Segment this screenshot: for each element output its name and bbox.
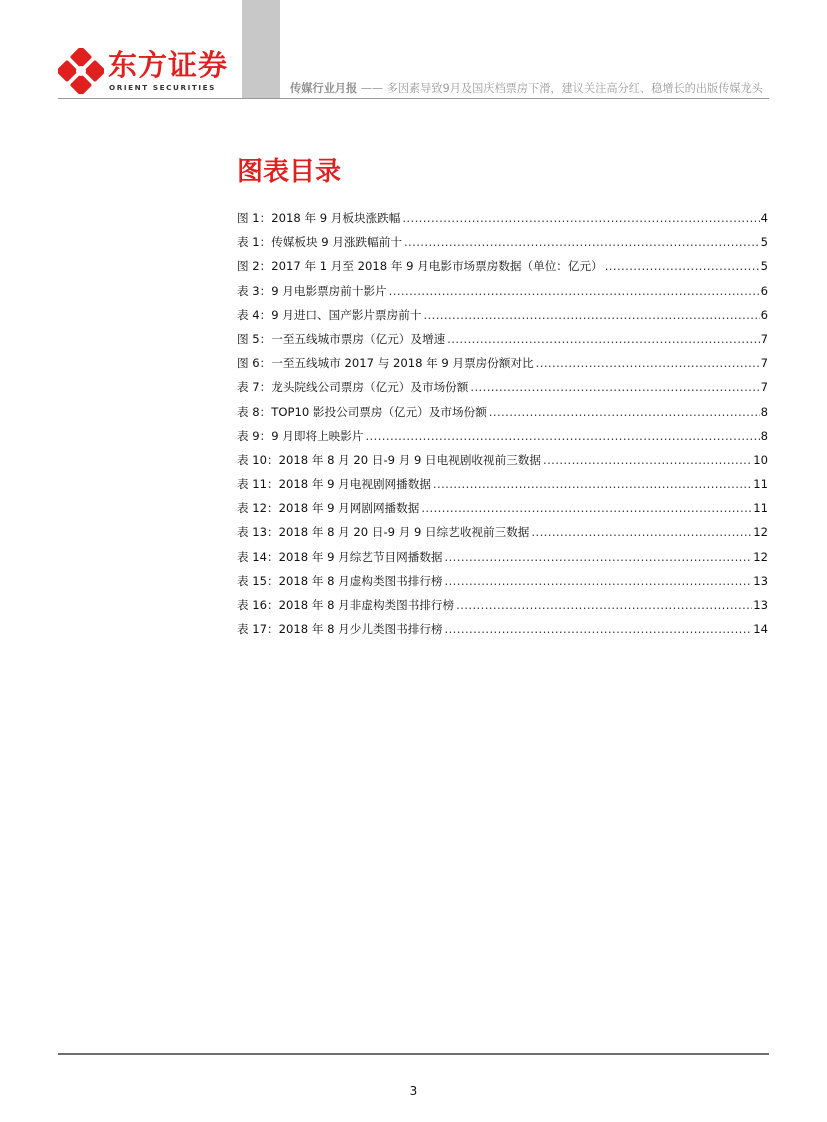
toc-entry-label: 表 10：2018 年 8 月 20 日-9 月 9 日电视剧收视前三数据 — [237, 452, 541, 467]
toc-entry-label: 表 16：2018 年 8 月非虚构类图书排行榜 — [237, 598, 455, 612]
toc-entry-page: 8 — [760, 428, 768, 443]
toc-entry-label: 图 2：2017 年 1 月至 2018 年 9 月电影市场票房数据（单位：亿元） — [237, 259, 603, 274]
toc-entry[interactable] — [237, 331, 768, 355]
toc-entry-page: 13 — [753, 598, 768, 612]
toc-entry-page: 7 — [760, 380, 768, 395]
toc-entry-label: 表 3：9 月电影票房前十影片 — [237, 283, 387, 298]
toc-dot-leader — [456, 598, 752, 612]
toc-dot-leader — [423, 308, 759, 322]
toc-entry[interactable] — [237, 524, 768, 548]
toc-entry[interactable] — [237, 549, 768, 573]
toc-entry-page: 4 — [760, 211, 768, 225]
toc-entry-page: 12 — [753, 549, 768, 564]
toc-entry-label: 图 6：一至五线城市 2017 与 2018 年 9 月票房份额对比 — [237, 356, 534, 371]
toc-dot-leader — [536, 356, 760, 370]
toc-entry-page: 14 — [753, 622, 768, 637]
header-divider — [58, 98, 769, 99]
toc-dot-leader — [489, 405, 760, 419]
toc-dot-leader — [445, 622, 753, 636]
toc-entry-page: 10 — [753, 452, 768, 467]
toc-entry[interactable] — [237, 428, 768, 452]
toc-entry-label: 表 13：2018 年 8 月 20 日-9 月 9 日综艺收视前三数据 — [237, 525, 530, 540]
toc-entry-page: 7 — [760, 331, 768, 346]
toc-dot-leader — [421, 501, 752, 515]
toc-entry-label: 表 4：9 月进口、国产影片票房前十 — [237, 307, 422, 322]
logo-text-cn: 东方证券 — [108, 48, 229, 82]
toc-entry[interactable] — [237, 379, 768, 403]
toc-entry[interactable] — [237, 404, 768, 428]
toc-entry-label: 表 12：2018 年 9 月网剧网播数据 — [237, 501, 420, 516]
toc-entry[interactable] — [237, 500, 768, 524]
toc-dot-leader — [605, 259, 760, 273]
toc-entry-label: 表 11：2018 年 9 月电视剧网播数据 — [237, 477, 431, 492]
toc-dot-leader — [531, 525, 752, 539]
toc-entry-label: 表 8：TOP10 影投公司票房（亿元）及市场份额 — [237, 404, 487, 419]
toc-entry-page: 8 — [760, 404, 768, 419]
toc-entry[interactable] — [237, 621, 768, 645]
toc-entry[interactable] — [237, 234, 768, 258]
toc-dot-leader — [404, 235, 760, 249]
toc-entry-label: 表 15：2018 年 8 月虚构类图书排行榜 — [237, 573, 443, 588]
table-of-figures — [237, 210, 768, 645]
toc-entry-page: 5 — [760, 259, 768, 274]
toc-entry[interactable] — [237, 573, 768, 597]
report-type: 传媒行业月报 — [290, 82, 358, 95]
header-accent-bar — [242, 0, 280, 98]
toc-entry[interactable] — [237, 258, 768, 282]
toc-entry-label: 表 9：9 月即将上映影片 — [237, 428, 364, 443]
footer-divider — [58, 1053, 769, 1055]
toc-entry-page: 12 — [753, 525, 768, 540]
orient-securities-logo-icon — [58, 48, 104, 94]
toc-entry-label: 表 14：2018 年 9 月综艺节目网播数据 — [237, 549, 443, 564]
toc-dot-leader — [445, 550, 753, 564]
toc-entry[interactable] — [237, 283, 768, 307]
report-header — [290, 80, 763, 96]
toc-dot-leader — [445, 574, 753, 588]
toc-dot-leader — [543, 453, 752, 467]
toc-entry[interactable] — [237, 597, 768, 621]
toc-dot-leader — [389, 284, 760, 298]
toc-dot-leader — [365, 429, 759, 443]
toc-dot-leader — [402, 211, 759, 225]
toc-entry-label: 表 7：龙头院线公司票房（亿元）及市场份额 — [237, 380, 469, 395]
header-separator: —— — [360, 82, 384, 95]
toc-entry-page: 7 — [760, 356, 768, 371]
toc-dot-leader — [470, 380, 759, 394]
toc-entry-label: 图 5：一至五线城市票房（亿元）及增速 — [237, 331, 446, 346]
logo-text-en: ORIENT SECURITIES — [109, 83, 216, 92]
toc-entry-page: 11 — [753, 501, 768, 516]
toc-entry-page: 11 — [753, 477, 768, 492]
toc-dot-leader — [433, 477, 752, 491]
page-title: 图表目录 — [237, 157, 342, 187]
toc-entry[interactable] — [237, 476, 768, 500]
toc-entry-page: 5 — [760, 235, 768, 250]
toc-entry[interactable] — [237, 307, 768, 331]
report-subtitle: 多因素导致9月及国庆档票房下滑，建议关注高分红、稳增长的出版传媒龙头 — [386, 82, 763, 95]
toc-entry[interactable] — [237, 452, 768, 476]
toc-entry-page: 6 — [760, 283, 768, 298]
toc-entry-label: 图 1：2018 年 9 月板块涨跌幅 — [237, 211, 401, 225]
toc-entry-label: 表 17：2018 年 8 月少儿类图书排行榜 — [237, 622, 443, 637]
toc-entry[interactable] — [237, 210, 768, 234]
page-number: 3 — [409, 1084, 418, 1098]
company-logo — [58, 48, 228, 96]
toc-dot-leader — [447, 332, 759, 346]
toc-entry-page: 6 — [760, 307, 768, 322]
toc-entry-label: 表 1：传媒板块 9 月涨跌幅前十 — [237, 235, 402, 250]
toc-entry[interactable] — [237, 355, 768, 379]
toc-entry-page: 13 — [753, 573, 768, 588]
